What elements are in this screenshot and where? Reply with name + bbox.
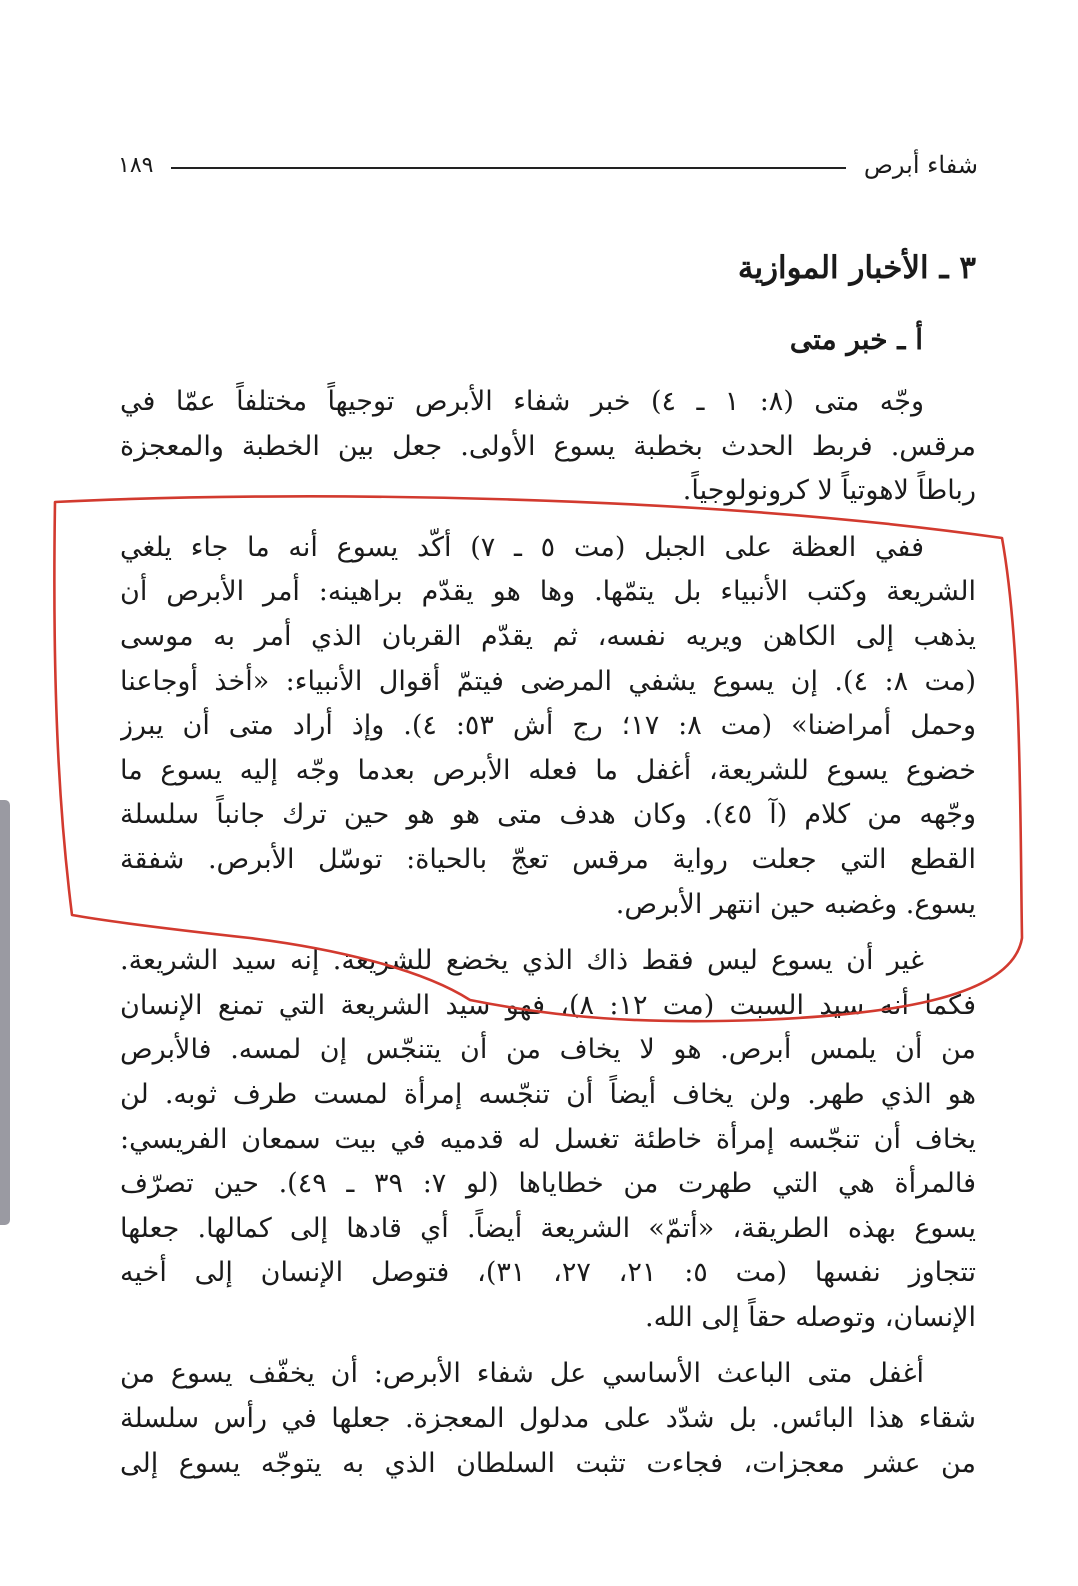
- text-line: تتجاوز نفسها (مت ٥: ٢١، ٢٧، ٣١)، فتوصل الإنسان إلى أخيه: [120, 1257, 976, 1289]
- text-line: يذهب إلى الكاهن ويريه نفسه، ثم يقدّم القربان الذي أمر به موسى: [120, 620, 976, 652]
- text-line: القطع التي جعلت رواية مرقس تعجّ بالحياة: توسّل الأبرص. شفقة: [120, 843, 976, 875]
- running-title: شفاء أبرص: [863, 151, 978, 179]
- text-line: وجّهه من كلام (آ ٤٥). وكان هدف متى هو هو حين ترك جانباً سلسلة: [120, 799, 976, 831]
- text-line: فكما أنه سيد السبت (مت ١٢: ٨)، فهو سيد الشريعة التي تمنع الإنسان: [120, 989, 976, 1021]
- sub-heading: أ ـ خبر متى: [789, 323, 923, 356]
- text-line: أغفل متى الباعث الأساسي عل شفاء الأبرص: أن يخفّف يسوع من: [120, 1358, 924, 1390]
- text-line: يسوع بهذه الطريقة، «أتمّ» الشريعة أيضاً. أي قادها إلى كمالها. جعلها: [120, 1212, 976, 1244]
- window-edge-scrollbar[interactable]: [0, 800, 10, 1225]
- text-line: مرقس. فربط الحدث بخطبة يسوع الأولى. جعل بين الخطبة والمعجزة: [120, 430, 976, 462]
- text-line: رباطاً لاهوتياً لا كرونولوجياً.: [682, 475, 976, 507]
- page-number: ١٨٩: [118, 152, 154, 178]
- text-line: يسوع. وغضبه حين انتهر الأبرص.: [615, 888, 976, 920]
- text-line: الإنسان، وتوصله حقاً إلى الله.: [645, 1301, 976, 1333]
- header-rule: [171, 167, 845, 169]
- text-line: يخاف أن تنجّسه إمرأة خاطئة تغسل له قدميه في بيت سمعان الفريسي:: [120, 1123, 976, 1155]
- text-line: وجّه متى (٨: ١ ـ ٤) خبر شفاء الأبرص توجيهاً مختلفاً عمّا في: [120, 386, 924, 417]
- text-line: الشريعة وكتب الأنبياء بل يتمّها. وها هو يقدّم براهينه: أمر الأبرص أن: [120, 576, 976, 608]
- text-line: غير أن يسوع ليس فقط ذاك الذي يخضع للشريعة. إنه سيد الشريعة.: [120, 945, 924, 977]
- body-text: [120, 380, 976, 1486]
- text-line: خضوع يسوع للشريعة، أغفل ما فعله الأبرص بعدما وجّه إليه يسوع ما: [120, 754, 976, 786]
- text-line: وحمل أمراضنا» (مت ٨: ١٧؛ رج أش ٥٣: ٤). وإذ أراد متى أن يبرز: [120, 710, 976, 742]
- section-heading: ٣ ـ الأخبار الموازية: [737, 250, 976, 286]
- text-line: من عشر معجزات، فجاءت تثبت السلطان الذي به يتوجّه يسوع إلى: [120, 1447, 976, 1479]
- text-line: هو الذي طهر. ولن يخاف أيضاً أن تنجّسه إمرأة لمست طرف ثوبه. لن: [120, 1078, 976, 1110]
- text-line: من أن يلمس أبرص. هو لا يخاف من أن يتنجّس إن لمسه. فالأبرص: [120, 1034, 976, 1066]
- text-line: فالمرأة هي التي طهرت من خطاياها (لو ٧: ٣٩ ـ ٤٩). حين تصرّف: [120, 1168, 976, 1200]
- running-header: [118, 150, 978, 180]
- text-line: ففي العظة على الجبل (مت ٥ ـ ٧) أكّد يسوع أنه ما جاء يلغي: [120, 531, 924, 563]
- text-line: (مت ٨: ٤). إن يسوع يشفي المرضى فيتمّ أقوال الأنبياء: «أخذ أوجاعنا: [120, 665, 976, 697]
- text-line: شقاء هذا البائس. بل شدّد على مدلول المعجزة. جعلها في رأس سلسلة: [120, 1403, 976, 1435]
